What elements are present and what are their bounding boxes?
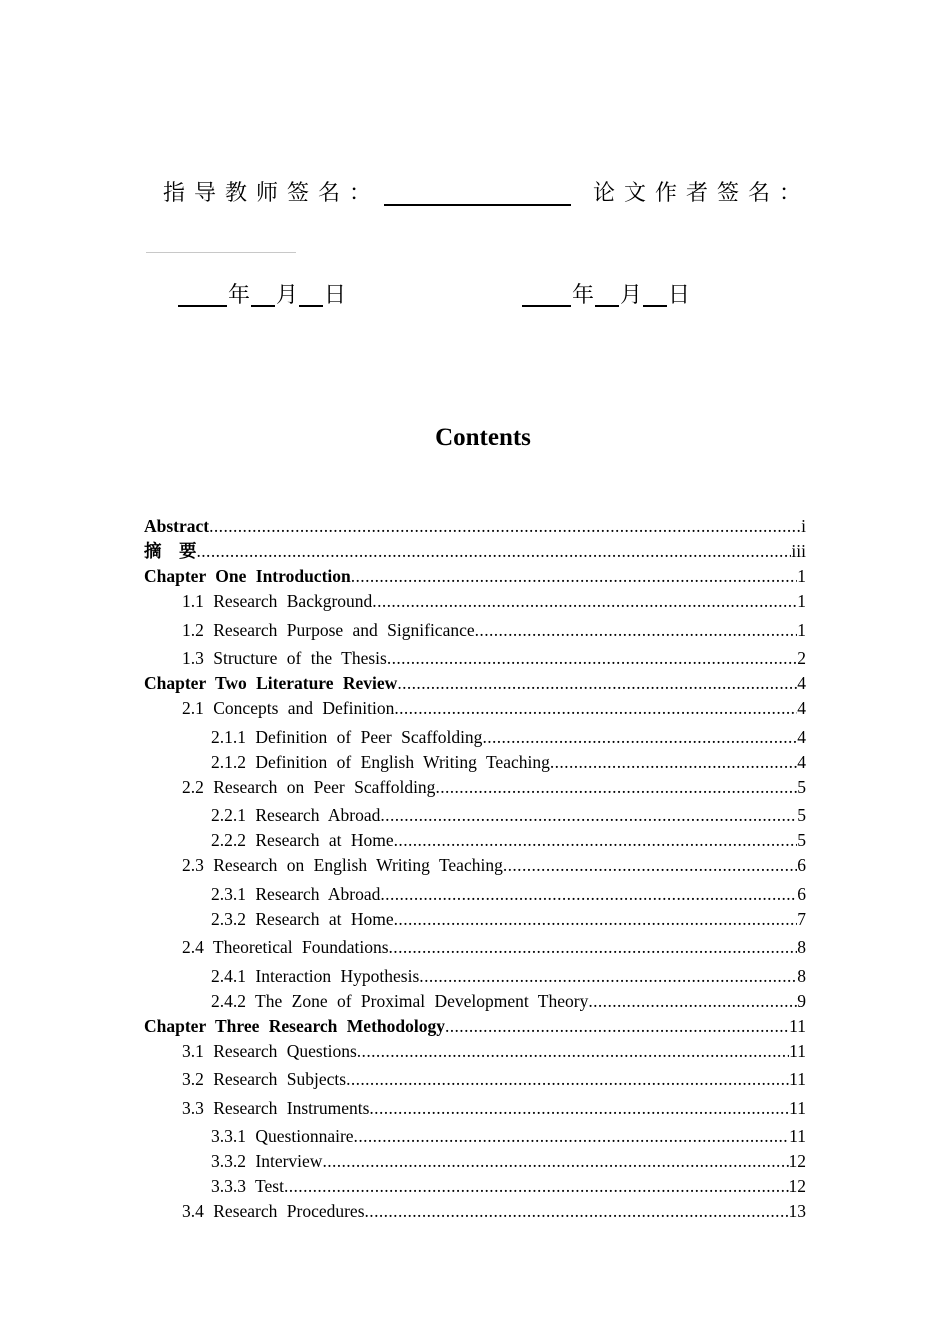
toc-dot-leader [475,618,798,643]
toc-entry-page: 8 [797,965,806,986]
toc-entry-title: Chapter Two Literature Review [144,673,398,693]
toc-entry[interactable] [144,1096,806,1121]
year-blank [522,281,571,307]
toc-entry-page: 4 [797,751,806,772]
toc-entry-page: 11 [789,1069,806,1089]
toc-dot-leader [435,775,797,800]
toc-entry[interactable] [144,1174,806,1199]
toc-entry[interactable] [144,803,806,828]
toc-entry-page: 7 [797,908,806,929]
toc-entry-title: 3.3.1 Questionnaire [211,1126,354,1146]
signature-row [0,176,950,210]
toc-entry-title: 3.2 Research Subjects [182,1069,347,1089]
toc-dot-leader [380,882,797,907]
toc-entry-page: 8 [797,937,806,957]
toc-entry-page: 13 [788,1201,806,1221]
month-unit: 月 [276,283,299,308]
toc-entry-page: 5 [797,830,806,850]
toc-entry[interactable] [144,775,806,800]
toc-entry-page: iii [791,541,806,561]
toc-entry-title: 3.1 Research Questions [182,1040,357,1061]
author-signature-label: 论文作者签名： [593,181,811,206]
toc-entry-page: 11 [789,1097,806,1118]
toc-entry[interactable] [144,750,806,775]
toc-dot-leader [322,1149,788,1174]
toc-entry-title: 1.2 Research Purpose and Significance [182,619,475,640]
toc-dot-leader [550,750,797,775]
toc-dot-leader [387,646,797,671]
toc-entry-title: Chapter Three Research Methodology [144,1015,445,1036]
toc-entry-page: 2 [797,648,806,668]
toc-entry-title: 2.4.1 Interaction Hypothesis [211,965,420,986]
day-unit: 日 [324,283,347,308]
toc-dot-leader [482,725,797,750]
toc-entry-title: 2.4 Theoretical Foundations [182,937,389,957]
toc-entry-title: 2.2 Research on Peer Scaffolding [182,776,436,797]
toc-entry[interactable] [144,671,806,696]
advisor-signature-label: 指导教师签名： [163,181,381,206]
toc-entry[interactable] [144,725,806,750]
toc-entry[interactable] [144,646,806,671]
toc-entry[interactable] [144,696,806,721]
toc-entry-title: 2.1.2 Definition of English Writing Teaching [211,751,550,772]
toc-entry[interactable] [144,564,806,589]
toc-entry-title: Abstract [144,516,210,536]
toc-dot-leader [197,539,792,564]
toc-entry-title: 3.3.2 Interview [211,1151,323,1171]
toc-entry-page: 11 [789,1040,806,1061]
toc-entry-page: 4 [797,726,806,747]
year-blank [178,281,227,307]
toc-entry-page: 9 [797,990,806,1011]
toc-entry[interactable] [144,853,806,878]
toc-dot-leader [369,1096,789,1121]
toc-entry-page: 5 [797,805,806,825]
toc-dot-leader [419,964,797,989]
toc-entry-title: 3.3.3 Test [211,1176,284,1196]
toc-entry[interactable] [144,589,806,614]
toc-dot-leader [394,828,798,853]
toc-entry[interactable] [144,828,806,853]
toc-entry[interactable] [144,618,806,643]
toc-entry-title: 2.2.2 Research at Home [211,830,394,850]
toc-dot-leader [346,1067,789,1092]
year-unit: 年 [228,283,251,308]
toc-entry[interactable] [144,1014,806,1039]
toc-entry-title: 2.3.2 Research at Home [211,908,394,929]
toc-entry-page: 4 [797,698,806,718]
toc-entry[interactable] [144,1199,806,1224]
toc-entry-title: 2.1 Concepts and Definition [182,698,395,718]
author-date [522,278,691,309]
toc-dot-leader [394,907,798,932]
toc-entry-title: 3.3 Research Instruments [182,1097,370,1118]
toc-entry-page: 5 [797,776,806,797]
author-signature-line [146,252,296,253]
toc-entry-title: 1.1 Research Background [182,591,373,611]
toc-entry-page: 6 [797,883,806,904]
toc-entry-page: 1 [797,619,806,640]
toc-entry[interactable] [144,882,806,907]
toc-dot-leader [380,803,797,828]
toc-entry-title: 摘 要 [144,541,197,561]
toc-dot-leader [351,564,798,589]
toc-entry-page: 12 [788,1176,806,1196]
toc-entry-title: 2.4.2 The Zone of Proximal Development Theory [211,990,589,1011]
toc-entry[interactable] [144,1149,806,1174]
toc-dot-leader [394,696,797,721]
month-blank [251,281,275,307]
toc-entry[interactable] [144,964,806,989]
advisor-signature-line [384,204,571,206]
day-blank [299,281,323,307]
contents-heading: Contents [435,424,531,451]
toc-entry-title: 2.3 Research on English Writing Teaching [182,855,503,875]
toc-dot-leader [445,1014,789,1039]
toc-dot-leader [372,589,797,614]
toc-entry-title: Chapter One Introduction [144,566,351,586]
toc-entry-page: 4 [797,673,806,693]
toc-entry-title: 2.1.1 Definition of Peer Scaffolding [211,726,483,747]
toc-entry-page: 1 [797,566,806,586]
toc-dot-leader [357,1039,789,1064]
toc-dot-leader [389,935,798,960]
toc-entry-page: i [801,516,806,536]
month-unit: 月 [620,283,643,308]
toc-entry-title: 1.3 Structure of the Thesis [182,648,387,668]
toc-entry[interactable] [144,1067,806,1092]
toc-entry-page: 11 [789,1126,806,1146]
year-unit: 年 [572,283,595,308]
toc-entry-title: 2.3.1 Research Abroad [211,883,381,904]
toc-entry[interactable] [144,539,806,564]
toc-dot-leader [588,989,797,1014]
toc-entry-title: 3.4 Research Procedures [182,1201,365,1221]
toc-entry[interactable] [144,989,806,1014]
toc-entry-page: 6 [797,855,806,875]
toc-dot-leader [284,1174,789,1199]
toc-entry[interactable] [144,1039,806,1064]
table-of-contents [144,514,806,1224]
toc-entry-page: 1 [797,591,806,611]
toc-entry-title: 2.2.1 Research Abroad [211,805,381,825]
day-blank [643,281,667,307]
toc-dot-leader [209,514,801,539]
month-blank [595,281,619,307]
toc-entry-page: 11 [789,1015,806,1036]
toc-entry[interactable] [144,907,806,932]
toc-entry-page: 12 [788,1151,806,1171]
advisor-date [178,278,347,309]
toc-entry[interactable] [144,935,806,960]
toc-dot-leader [503,853,797,878]
toc-entry[interactable] [144,514,806,539]
toc-entry[interactable] [144,1124,806,1149]
toc-dot-leader [397,671,797,696]
toc-dot-leader [365,1199,789,1224]
toc-dot-leader [354,1124,790,1149]
day-unit: 日 [668,283,691,308]
